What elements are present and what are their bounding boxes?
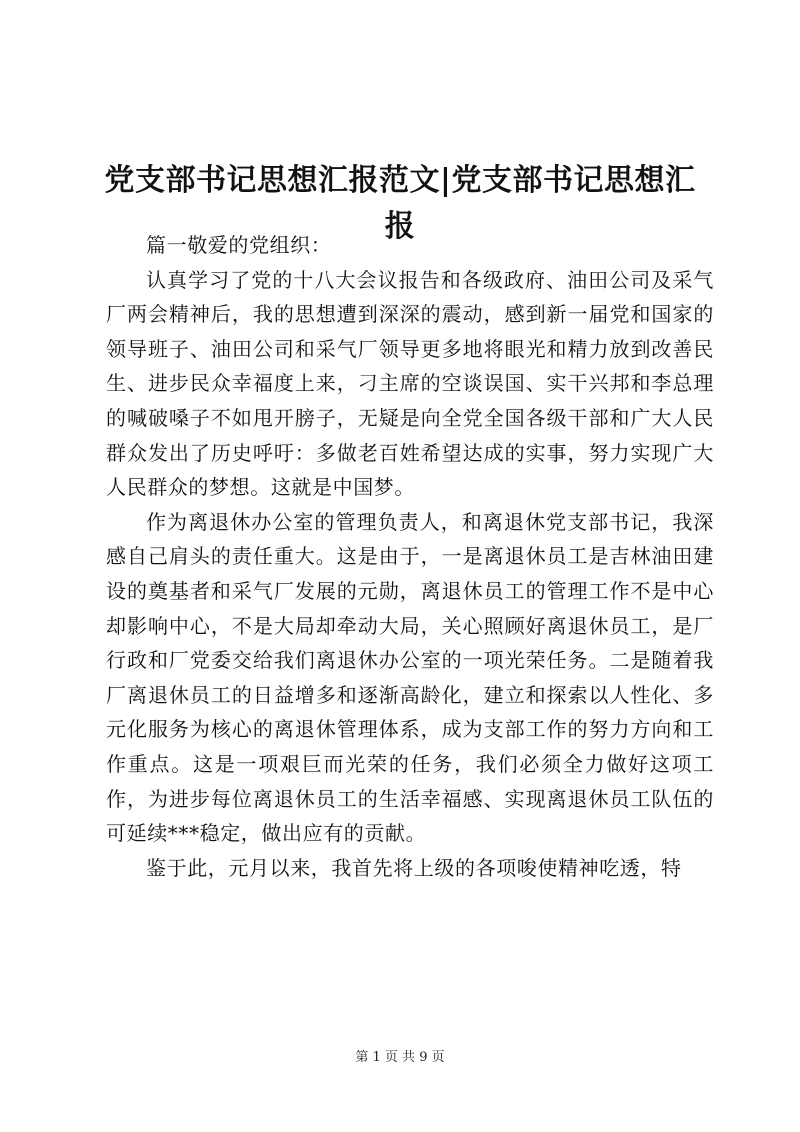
document-title: 党支部书记思想汇报范文|党支部书记思想汇报: [104, 163, 696, 245]
paragraph-salutation: 篇一敬爱的党组织：: [146, 233, 332, 257]
page-number-footer: 第 1 页 共 9 页: [355, 1050, 445, 1065]
paragraph-1: 认真学习了党的十八大会议报告和各级政府、油田公司及采气厂两会精神后，我的思想遭到深深的震动，感到新一届党和国家的领导班子、油田公司和采气厂领导更多地将眼光和精力放到改善民生、进步民众幸福度上来，刁主席的空谈误国、实干兴邦和李总理的喊破嗓子不如甩开膀子，无疑是向全党全国各级干部和广大人民群众发出了历史呼吁：多做老百姓希望达成的实事，努力实现广大人民群众的梦想。这就是中国梦。: [106, 267, 714, 500]
document-body: [106, 228, 714, 885]
paragraph-3: 鉴于此，元月以来，我首先将上级的各项唆使精神吃透，特: [146, 855, 682, 880]
paragraph-2: 作为离退休办公室的管理负责人，和离退休党支部书记，我深感自己肩头的责任重大。这是由于，一是离退休员工是吉林油田建设的奠基者和采气厂发展的元勋，离退休员工的管理工作不是中心却影响中心，不是大局却牵动大局，关心照顾好离退休员工，是厂行政和厂党委交给我们离退休办公室的一项光荣任务。二是随着我厂离退休员工的日益增多和逐渐高龄化，建立和探索以人性化、多元化服务为核心的离退休管理体系，成为支部工作的努力方向和工作重点。这是一项艰巨而光荣的任务，我们必须全力做好这项工作，为进步每位离退休员工的生活幸福感、实现离退休员工队伍的可延续***稳定，做出应有的贡献。: [106, 509, 714, 846]
